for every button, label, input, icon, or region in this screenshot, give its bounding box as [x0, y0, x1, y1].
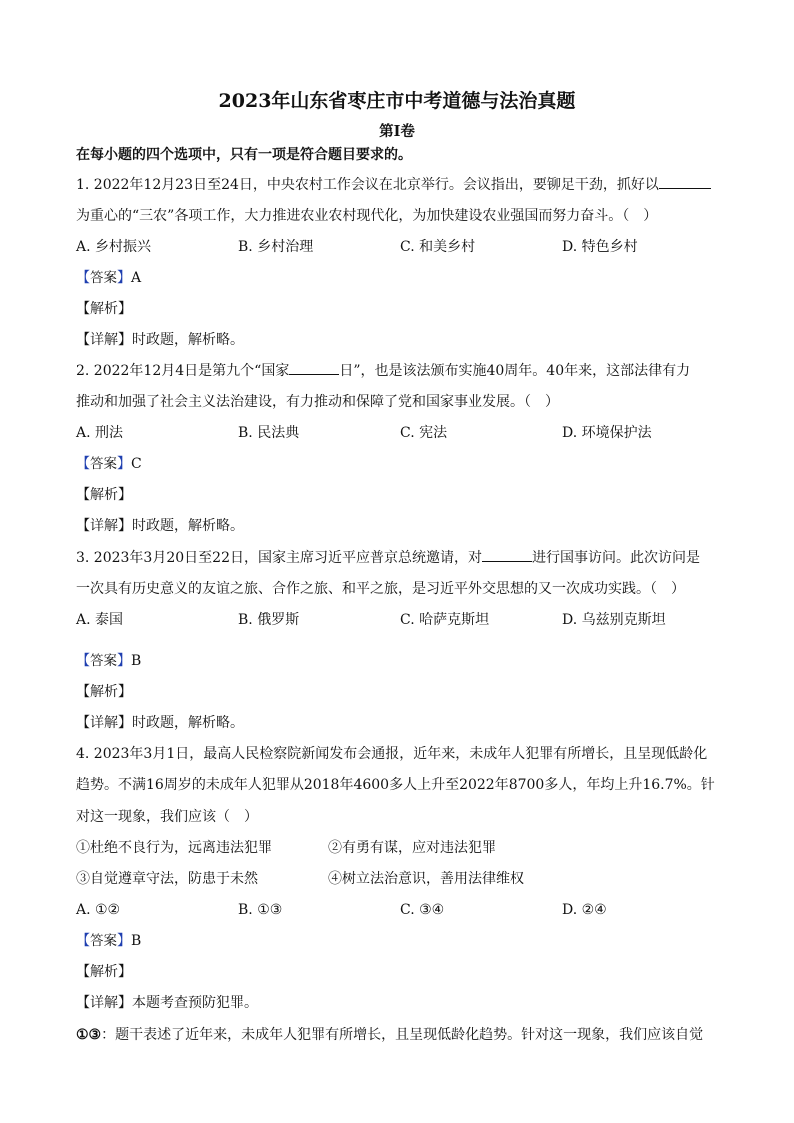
q4-option-b: B. ①③	[238, 902, 283, 918]
q1-answer: 【答案】A	[76, 270, 142, 286]
q4-statement-3: ③自觉遵章守法，防患于未然	[76, 871, 258, 887]
q2-option-c: C. 宪法	[400, 425, 448, 441]
q1-option-b: B. 乡村治理	[238, 239, 314, 255]
q3-option-a: A. 泰国	[76, 612, 124, 628]
question-2-line-2: 推动和加强了社会主义法治建设，有力推动和保障了党和国家事业发展。（ ）	[76, 394, 559, 410]
q1-option-d: D. 特色乡村	[562, 239, 638, 255]
q4-option-a: A. ①②	[76, 902, 121, 918]
q1-detail: 【详解】时政题，解析略。	[76, 332, 244, 348]
q4-statement-1: ①杜绝不良行为，远离违法犯罪	[76, 840, 272, 856]
q4-analysis-label: 【解析】	[76, 964, 132, 980]
q2-analysis-label: 【解析】	[76, 487, 132, 503]
q3-option-c: C. 哈萨克斯坦	[400, 612, 490, 628]
instruction: 在每小题的四个选项中，只有一项是符合题目要求的。	[76, 147, 412, 163]
answer-blank	[482, 549, 532, 562]
question-1-line-1: 1. 2022年12月23日至24日，中央农村工作会议在北京举行。会议指出，要铆足干劲，抓好以	[76, 176, 711, 194]
q1-analysis-label: 【解析】	[76, 301, 132, 317]
q4-detail: 【详解】本题考查预防犯罪。	[76, 995, 258, 1011]
q2-answer: 【答案】C	[76, 456, 142, 472]
question-3-line-2: 一次具有历史意义的友谊之旅、合作之旅、和平之旅，是习近平外交思想的又一次成功实践。（ ）	[76, 581, 685, 597]
q3-option-b: B. 俄罗斯	[238, 612, 300, 628]
section-heading: 第Ⅰ卷	[379, 123, 415, 140]
question-4-line-2: 趋势。不满16周岁的未成年人犯罪从2018年4600多人上升至2022年8700多人，年均上升16.7%。针	[76, 777, 715, 793]
q3-detail: 【详解】时政题，解析略。	[76, 715, 244, 731]
question-2-line-1: 2. 2022年12月4日是第九个“国家 日”，也是该法颁布实施40周年。40年来，这部法律有力	[76, 363, 691, 379]
q3-analysis-label: 【解析】	[76, 684, 132, 700]
q1-option-c: C. 和美乡村	[400, 239, 476, 255]
answer-blank	[289, 362, 339, 375]
q2-option-a: A. 刑法	[76, 425, 124, 441]
question-3-line-1: 3. 2023年3月20日至22日，国家主席习近平应普京总统邀请，对 进行国事访问。此次访问是	[76, 550, 700, 566]
q1-option-a: A. 乡村振兴	[76, 239, 152, 255]
q4-option-c: C. ③④	[400, 902, 445, 918]
page-title: 2023年山东省枣庄市中考道德与法治真题	[218, 90, 576, 112]
question-4-line-3: 对这一现象，我们应该（ ）	[76, 809, 258, 825]
question-4-line-1: 4. 2023年3月1日，最高人民检察院新闻发布会通报，近年来，未成年人犯罪有所增长，且呈现低龄化	[76, 746, 708, 762]
q2-detail: 【详解】时政题，解析略。	[76, 518, 244, 534]
q3-answer: 【答案】B	[76, 653, 142, 669]
answer-blank	[659, 176, 711, 189]
question-1-line-2: 为重心的“三农”各项工作，大力推进农业农村现代化，为加快建设农业强国而努力奋斗。（ ）	[76, 208, 658, 224]
q4-statement-2: ②有勇有谋，应对违法犯罪	[328, 840, 496, 856]
q4-answer: 【答案】B	[76, 933, 142, 949]
q4-statement-4: ④树立法治意识，善用法律维权	[328, 871, 524, 887]
q3-option-d: D. 乌兹别克斯坦	[562, 612, 666, 628]
q4-option-d: D. ②④	[562, 902, 607, 918]
q4-explanation: ①③：题干表述了近年来，未成年人犯罪有所增长，且呈现低龄化趋势。针对这一现象，我们应该自觉	[76, 1027, 704, 1043]
q2-option-b: B. 民法典	[238, 425, 300, 441]
q2-option-d: D. 环境保护法	[562, 425, 652, 441]
